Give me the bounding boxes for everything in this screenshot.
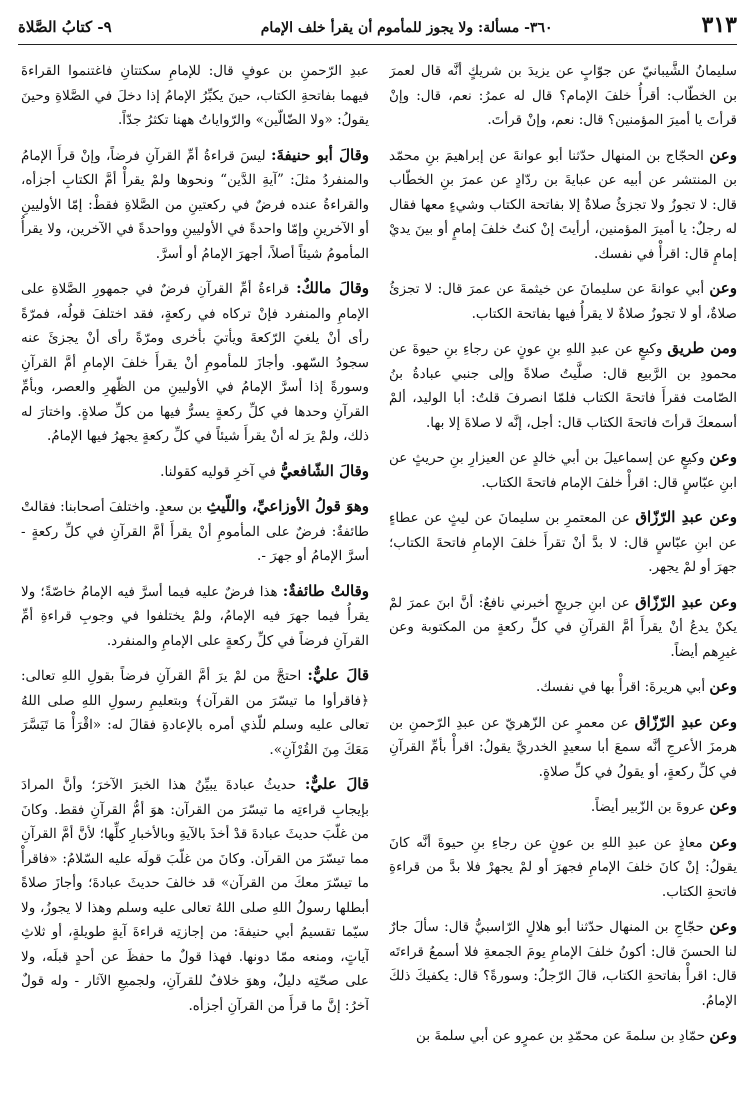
paragraph [389, 914, 737, 1013]
right-column [389, 59, 737, 1099]
paragraph-text: عن المعتمرِ بن سليمانَ عن ليثٍ عن عطاءٍ عن ابنِ عبّاسٍ قال: لا بدَّ أنْ تقرأَ خلفَ الإمامِ فاتحةَ الكتاب؛ جهرَ أو لمْ يجهر. [389, 510, 737, 575]
paragraph [21, 459, 369, 485]
paragraph [389, 505, 737, 580]
paragraph [389, 674, 737, 700]
paragraph-lead: وعن عبدِ الرّزّاق [635, 592, 737, 611]
paragraph-lead: وعن [709, 145, 737, 164]
paragraph-lead: قالَ عليٌّ: [307, 666, 369, 684]
paragraph-text: بن سعدٍ. واختلفَ أصحابنا: فقالتْ طائفةٌ: فرضٌ على المأمومِ أنْ يقرأَ أمَّ القرآنِ في كلِّ ركعةٍ - أسرَّ الإمامُ أو جهرَ -. [21, 499, 369, 564]
paragraph-text: عن ابنِ جريجٍ أخبرني نافعٌ: أنَّ ابنَ عمرَ لمْ يكنْ يدعُ أنْ يقرأَ أمَّ القرآنِ في كلِّ ركعةٍ من المكتوبة وعن غيرِهم أيضاً. [389, 594, 737, 660]
paragraph-text: احتجَّ من لمْ يرَ أمَّ القرآنِ فرضاً بقولِ اللهِ تعالى: ﴿فاقرأوا ما تيسّرَ من القرآن﴾ وبتعليمِ رسولِ اللهِ صلى اللهُ تعالى عليه وسلم للّذي أمره بالإعادةِ فقالَ له: «اقْرَأْ مَا تَيَسَّرَ مَعَكَ مِنَ القُرْآنِ». [21, 668, 369, 758]
page-number: ٣١٣ [701, 12, 737, 38]
paragraph-lead: وقالَ الشّافعيُّ [280, 461, 369, 480]
paragraph-text: حديثُ عبادةَ يبيِّنُ هذا الخبرَ الآخرَ؛ وأنَّ المرادَ بإيجابِ قراءتِه ما تيسّرَ من القرآن: هوَ أمُّ القرآنِ فقط. وكانَ من غلّبَ حديثَ عبادةَ قدْ أخذَ بالآيةِ وبالأخبارِ كلِّها؛ لأنَّ أمَّ القرآنِ مما تيسّرَ من القرآن. وكانَ من غلّبَ قولَه عليه السّلامُ: «فاقرأْ ما تيسّرَ معكَ من القرآن» قد خالفَ حديثَ عبادةَ؛ وأجازَ صلاةً أبطلها رسولُ اللهِ صلى اللهُ تعالى عليه وسلم وهذا لا يجوزُ، ولا سيّما تقسيمُ أبي حنيفةَ: من إجازتِه قراءةَ آيةٍ طويلةٍ، أو ثلاثِ آياتٍ، ومنعه ممّا دونها. فهذا قولٌ ما حفظَ عن أحدٍ قبلَه، ولا على صحّتِه دليلٌ، وهوَ خلافٌ للقرآنِ، ولجميعِ الآثار - وله قولٌ آخرُ: إنَّ ما قرأَ من القرآنِ أجزأه. [21, 777, 369, 1014]
paragraph-lead: قالَ عليٌّ: [304, 775, 369, 793]
paragraph [389, 830, 737, 905]
book-section-title: ٩- كتابُ الصَّلاة [18, 18, 112, 36]
paragraph-lead: وقالَ أبو حنيفةَ: [270, 145, 369, 164]
paragraph-lead: وعن [709, 832, 737, 851]
paragraph [21, 59, 369, 133]
paragraph-text: عروةَ بن الزّبير أيضاً. [590, 799, 706, 815]
paragraph-text: حجّاجِ بن المنهال حدّثنا أبو هلالٍ الرّاسبيُّ قال: سألَ جارٌ لنا الحسنَ قال: أكونُ خلفَ الإمامِ يومَ الجمعةِ فلا أسمعُ قراءتَه قال: اقرأْ بفاتحةِ الكتاب، قالَ الرّجلُ: وسورةً؟ قال: يكفيكَ ذلكَ الإمامُ. [389, 919, 737, 1009]
paragraph-text: ليسَ قراءةُ أمِّ القرآنِ فرضاً، وإنْ قرأَ الإمامُ والمنفردُ مثلَ: ”آيةِ الدَّين“ ونحوها ولمْ يقرأْ أمَّ الكتابِ أجزأه، والقراءةُ عنده فرضٌ في ركعتينِ من الصَّلاةِ فقطْ: إمّا الأوليينِ أو الآخرينِ وإمّا واحدةً في الأوليينِ وواحدةً في الآخرين، ولا يقرأُ المأمومُ شيئاً أصلاً، أجهرَ الإمامُ أو أسرَّ. [21, 147, 369, 262]
paragraph [389, 1023, 737, 1049]
paragraph-text: عن معمرٍ عن الزّهريّ عن عبدِ الرّحمنِ بن هرمزَ الأعرجِ أنَّه سمعَ أبا سعيدٍ الخدريَّ يقولُ: اقرأْ بأمِّ القرآنِ في كلِّ ركعةٍ، أو يقولُ في كلِّ صلاةٍ. [389, 714, 737, 780]
paragraph-lead: وعن [709, 1026, 737, 1044]
page-header [18, 12, 737, 45]
paragraph-text: عبدِ الرّحمنِ بن عوفٍ قال: للإمامِ سكتتانِ فاغتنموا القراءةَ فيهما بفاتحةِ الكتاب، حينَ يكبِّرُ الإمامُ إذا دخلَ في الصَّلاةِ وحينَ يقولُ: «ولا الضّالّين» والرّواياتُ ههنا تكثرُ جدّاً. [21, 63, 369, 128]
paragraph-text: الحجّاج بن المنهال حدّثنا أبو عوانةَ عن إبراهيمَ بنِ محمّد بن المنتشر عن أبيه عن عبايةَ بن ردّادٍ عن عمرَ بنِ الخطّاب قال: لا تجوزُ ولا تجزئُ صلاةٌ إلا بفاتحة الكتاب وشيءٍ معها فقال له رجلٌ: يا أميرَ المؤمنين، أرأيتَ إنْ كنتُ خلفَ إمامٍ أو بينَ يديْ إمامٍ قال: اقرأْ في نفسك. [389, 147, 737, 262]
paragraph-text: معاذٍ عن عبدِ اللهِ بن عونٍ عن رجاءِ بنِ حيوةَ أنَّه كانَ يقولُ: إنْ كانَ خلفَ الإمامِ فجهرَ أو لمْ يجهرْ فلا بدَّ من قراءةِ فاتحةِ الكتاب. [389, 834, 737, 900]
paragraph-lead: وعن عبدِ الرّزّاق [635, 508, 737, 526]
paragraph-lead: وهوَ قولُ الأوزاعيِّ، واللّيثِ [206, 497, 369, 515]
paragraph [389, 143, 737, 267]
paragraph [389, 59, 737, 133]
paragraph-lead: وعن [709, 279, 737, 297]
paragraph [389, 590, 737, 665]
paragraph-text: أبي هريرةَ: اقرأْ بها في نفسك. [535, 679, 706, 695]
paragraph [21, 663, 369, 762]
paragraph [389, 336, 737, 435]
paragraph [21, 772, 369, 1018]
paragraph-text: وكيعٍ عن عبدِ اللهِ بنِ عونٍ عن رجاءِ بنِ حيوةَ عن محمودِ بن الرَّبيع قال: صلَّيتُ صلاةً وإلى جنبي عبادةُ بنُ الصّامت فقرأَ فاتحةَ الكتاب فلمّا انصرفَ قلتُ: أبا الوليد، ألمْ أسمعكَ قرأتَ فاتحةَ الكتاب قال: أجل، إنَّه لا صلاةَ إلا بها. [389, 341, 737, 431]
paragraph-lead: وعن عبدِ الرّزّاق [634, 712, 737, 731]
paragraph-lead: وقالتْ طائفةٌ: [282, 581, 369, 600]
paragraph [21, 579, 369, 654]
running-title: ٣٦٠- مسألة: ولا يجوز للمأموم أن يقرأ خلف الإمام [260, 20, 553, 36]
paragraph [389, 276, 737, 326]
paragraph-lead: وقالَ مالكٌ: [296, 279, 369, 297]
paragraph [21, 494, 369, 569]
paragraph [21, 143, 369, 267]
paragraph-text: هذا فرضٌ عليه فيما أسرَّ فيه الإمامُ خاصّةً؛ ولا يقرأُ فيما جهرَ فيه الإمامُ، ولمْ يختلفوا في وجوبِ قراءةِ أمِّ القرآنِ فرضاً في كلِّ ركعةٍ على الإمامِ والمنفرد. [21, 583, 369, 649]
paragraph-text: في آخرِ قوليه كقولنا. [160, 463, 276, 480]
paragraph-lead: ومن طريق [667, 339, 737, 357]
paragraph-lead: وعن [709, 797, 737, 815]
paragraph-text: حمّادِ بن سلمةَ عن محمّدِ بن عمرٍو عن أبي سلمةَ بن [416, 1028, 706, 1044]
paragraph-lead: وعن [709, 448, 737, 466]
paragraph-text: أبي عوانةَ عن سليمانَ عن خيثمةَ عن عمرَ قال: لا تجزئُ صلاةٌ، أو لا تجوزُ صلاةٌ لا يقرأُ فيها بفاتحة الكتاب. [389, 281, 737, 322]
text-columns [18, 59, 737, 1099]
paragraph [21, 276, 369, 449]
paragraph-lead: وعن [709, 917, 737, 935]
paragraph-text: وكيعٍ عن إسماعيلَ بن أبي خالدٍ عن العيزارِ بنِ حريثٍ عن ابنِ عبّاسٍ قال: اقرأْ خلفَ الإمام فاتحةَ الكتاب. [389, 450, 737, 491]
paragraph [389, 710, 737, 785]
left-column [21, 59, 369, 1099]
paragraph-lead: وعن [709, 677, 737, 695]
paragraph-text: سليمانُ الشَّيبانيّ عن جوّابٍ عن يزيدَ بن شريكٍ أنَّه قال لعمرَ بن الخطّاب: أقرأُ خلفَ الإمام؟ قال له عمرُ: نعم، قال: وإنْ قرأتَ يا أميرَ المؤمنين؟ قال: نعم، وإنْ قرأتَ. [389, 63, 737, 128]
paragraph [389, 445, 737, 495]
paragraph [389, 794, 737, 820]
paragraph-text: قراءةُ أمِّ القرآنِ فرضٌ في جمهورِ الصَّلاةِ على الإمامِ والمنفرد فإنْ تركاه في ركعةٍ، فقد اختلفَ قولُه، فمرّةً رأى أنْ يلغيَ الرّكعةَ ويأتيَ بأخرى ومرّةً رأى أنْ يجزئَ عنه سجودُ السّهو. وأجازَ للمأمومِ أنْ يقرأَ خلفَ الإمامِ أمَّ القرآنِ وسورةً إذا أسرَّ الإمامُ في الأوليينِ من الظّهرِ والعصر، وبأمِّ القرآنِ وحدها في كلِّ ركعةٍ يسرُّ فيها من كلِّ صلاةٍ. واختارَ له ذلك، ولمْ يرَ له أنْ يقرأَ شيئاً في كلِّ ركعةٍ يجهرُ فيها الإمامُ. [21, 281, 369, 444]
